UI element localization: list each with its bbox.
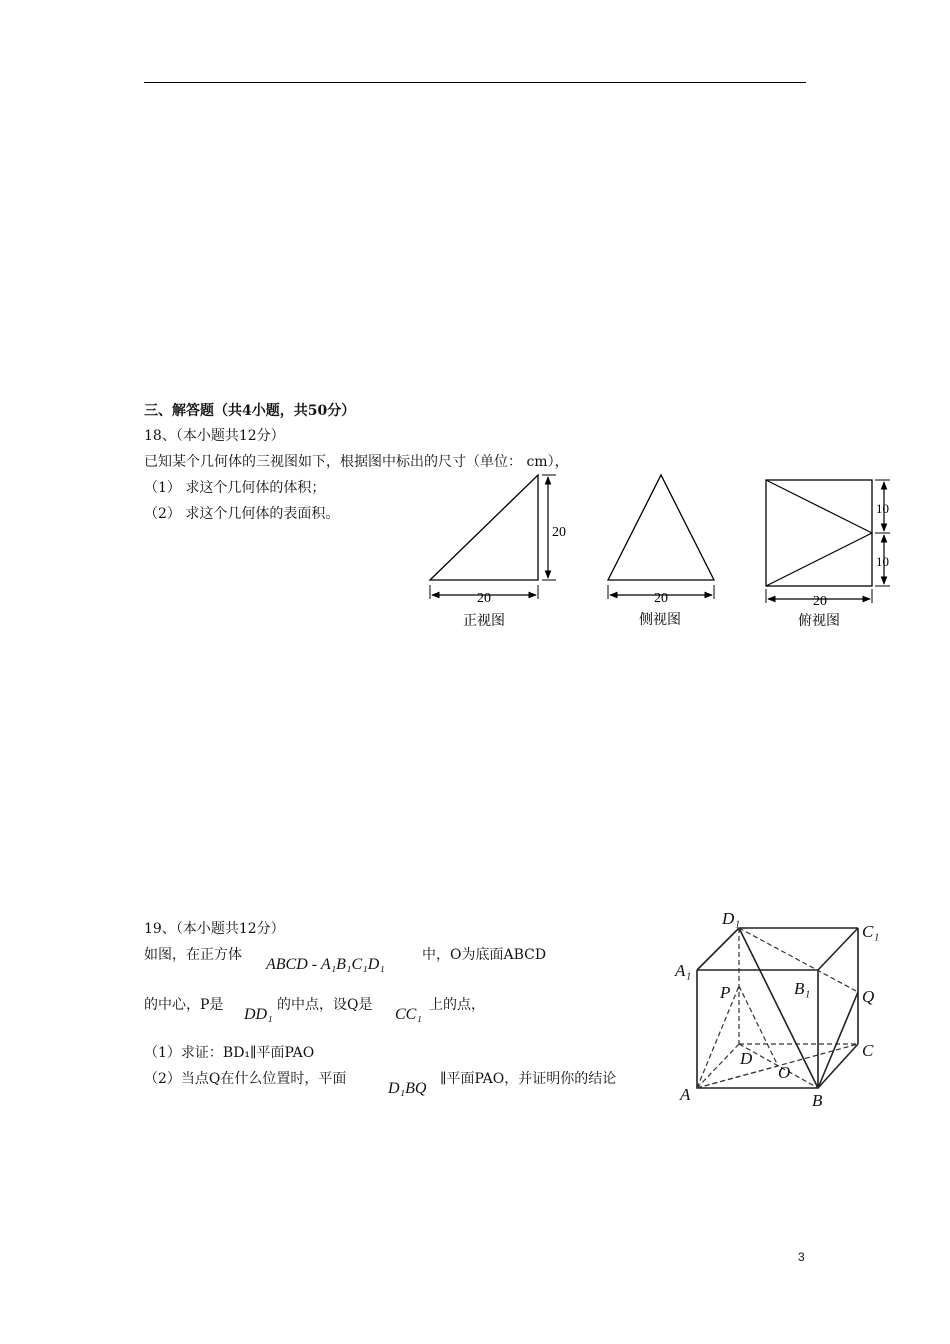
q19-line2-b: 的中点，设Q是: [277, 997, 373, 1013]
label-D1: D₁: [722, 909, 741, 928]
q18-intro: 已知某个几何体的三视图如下，根据图中标出的尺寸（单位： cm），: [144, 454, 569, 470]
q19-part1: （1）求证：BD₁∥平面PAO: [144, 1045, 315, 1061]
q19-number: 19、（本小题共12分）: [144, 921, 285, 937]
q19-line1-a: 如图，在正方体: [144, 947, 242, 963]
label-D: D: [740, 1049, 753, 1068]
cube-figure: [672, 904, 892, 1114]
q18-part1: （1） 求这个几何体的体积；: [144, 480, 326, 496]
page-number: 3: [798, 1250, 805, 1264]
top-view: [766, 480, 890, 629]
label-Q: Q: [862, 987, 875, 1006]
side-width-label: 20: [654, 591, 668, 606]
front-height-label: 20: [552, 525, 566, 540]
label-C1: C₁: [862, 922, 880, 941]
side-view: [608, 475, 714, 628]
label-O: O: [778, 1063, 791, 1082]
header-rule: [144, 82, 806, 83]
q19-line2-a: 的中心，P是: [144, 997, 224, 1013]
label-A1: A₁: [675, 961, 692, 980]
top-view-caption: 俯视图: [798, 614, 840, 629]
q19-part2-b: ∥平面PAO，并证明你的结论: [440, 1071, 617, 1087]
q19-part2-a: （2）当点Q在什么位置时，平面: [144, 1071, 347, 1087]
top-width-label: 20: [813, 594, 827, 609]
front-view-caption: 正视图: [463, 614, 505, 629]
q19-line2-math2: CC₁: [395, 1006, 422, 1023]
section-heading: 三、解答题（共4小题，共50分）: [144, 403, 356, 419]
q18-number: 18、（本小题共12分）: [144, 428, 285, 444]
label-P: P: [720, 983, 731, 1002]
q19-part2-math: D₁BQ: [388, 1080, 427, 1097]
q19-line1-math: ABCD - A₁B₁C₁D₁: [266, 956, 385, 973]
label-C: C: [862, 1041, 874, 1060]
side-view-caption: 侧视图: [639, 613, 681, 628]
label-A: A: [680, 1085, 691, 1104]
front-width-label: 20: [477, 591, 491, 606]
q19-line2-c: 上的点，: [429, 997, 485, 1013]
label-B1: B₁: [794, 979, 811, 998]
q18-part2: （2） 求这个几何体的表面积。: [144, 506, 340, 522]
label-B: B: [812, 1091, 823, 1110]
top-lower-label: 10: [876, 554, 889, 569]
q19-line1-b: 中，O为底面ABCD: [422, 947, 547, 963]
three-view-drawing: [420, 465, 900, 635]
top-upper-label: 10: [876, 501, 889, 516]
front-view: [430, 475, 566, 629]
q19-line2-math1: DD₁: [244, 1006, 273, 1023]
